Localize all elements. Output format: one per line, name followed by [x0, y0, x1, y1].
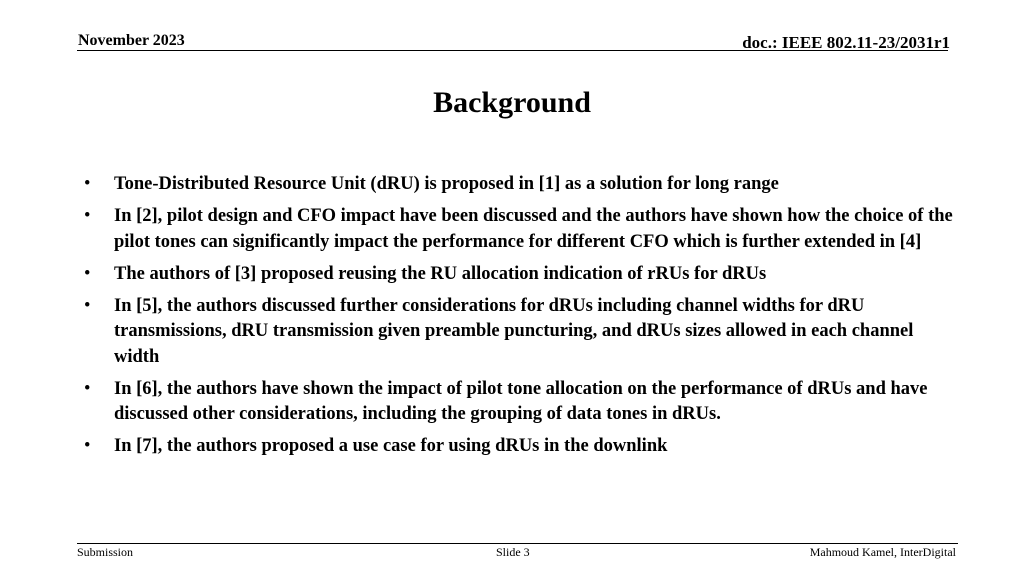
bullet-item	[84, 434, 954, 460]
header-date: November 2023	[78, 32, 185, 49]
header-doc-id: doc.: IEEE 802.11-23/2031r1	[742, 33, 950, 52]
slide-title: Background	[433, 86, 591, 119]
bullet-text: Tone-Distributed Resource Unit (dRU) is proposed in [1] as a solution for long range	[114, 174, 779, 194]
header-divider	[77, 50, 948, 51]
footer-submission: Submission	[77, 545, 134, 559]
bullet-item	[84, 204, 954, 255]
footer-author: Mahmoud Kamel, InterDigital	[809, 545, 956, 559]
footer-slide-number: Slide 3	[496, 545, 530, 559]
bullet-icon: •	[84, 263, 91, 284]
bullet-icon: •	[84, 295, 91, 316]
bullet-text: In [2], pilot design and CFO impact have been discussed and the authors have shown how the choice of the pilot tones can significantly impact the performance for different CFO which is further extended in [4]	[114, 206, 953, 252]
bullet-text: The authors of [3] proposed reusing the RU allocation indication of rRUs for dRUs	[114, 263, 767, 284]
footer-divider	[77, 543, 958, 544]
bullet-icon: •	[84, 378, 91, 399]
bullet-text: In [5], the authors discussed further considerations for dRUs including channel widths for dRU transmissions, dRU transmission given preamble puncturing, and dRUs sizes allowed in each channel width	[114, 295, 914, 367]
bullet-text: In [7], the authors proposed a use case for using dRUs in the downlink	[114, 436, 668, 456]
bullet-item	[84, 262, 954, 288]
bullet-item	[84, 294, 954, 371]
bullet-item	[84, 377, 954, 428]
bullet-list	[84, 172, 954, 466]
bullet-text: In [6], the authors have shown the impact of pilot tone allocation on the performance of dRUs and have discussed other considerations, including the grouping of data tones in dRUs.	[114, 378, 928, 424]
bullet-icon: •	[84, 436, 91, 456]
bullet-item	[84, 172, 954, 198]
bullet-icon: •	[84, 206, 91, 226]
bullet-icon: •	[84, 174, 91, 194]
